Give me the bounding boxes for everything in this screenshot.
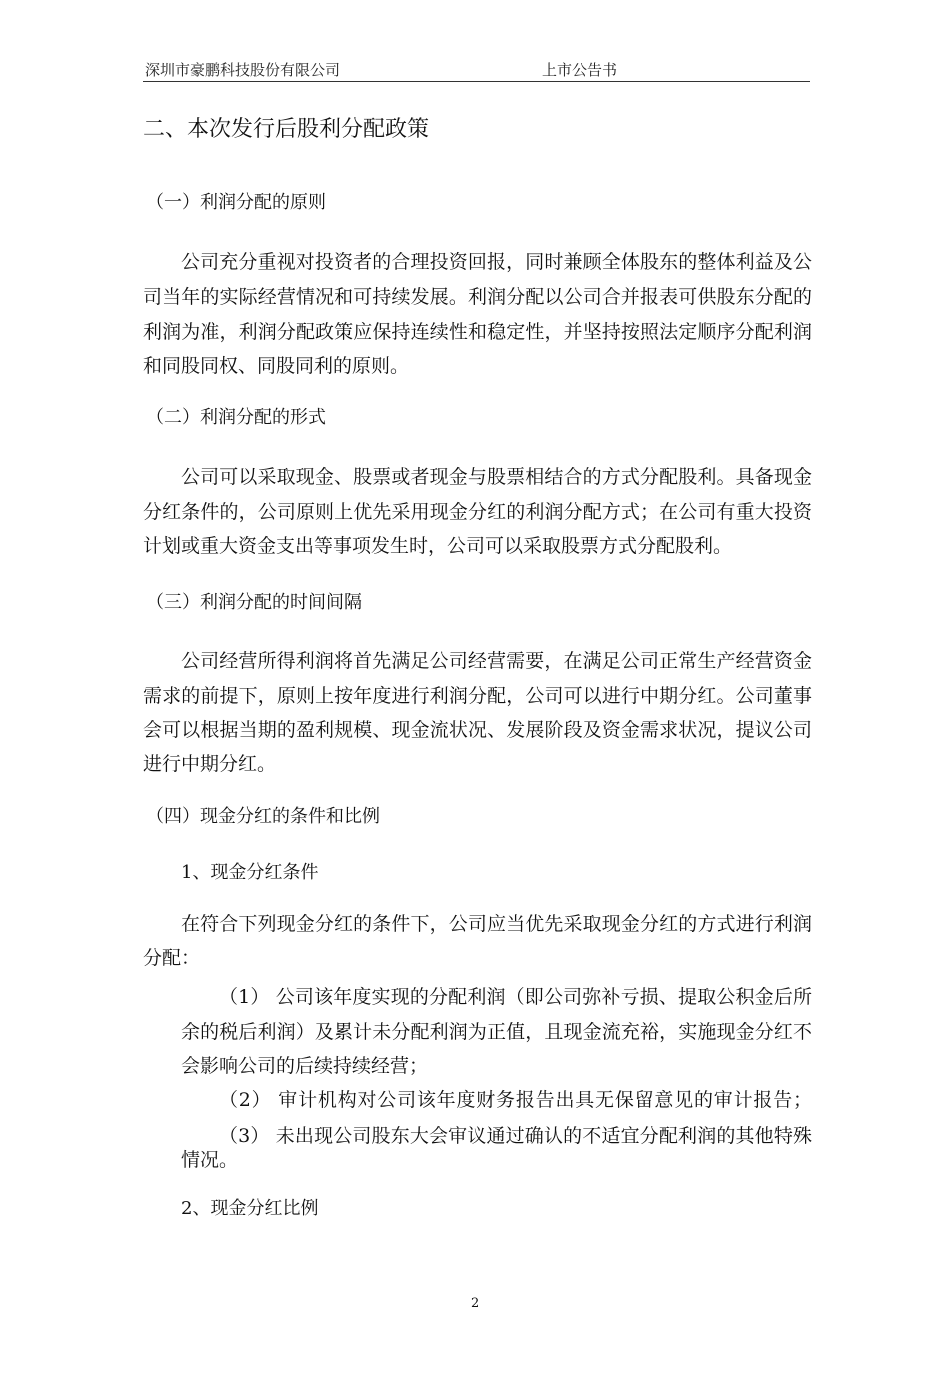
- header-divider: [143, 81, 810, 82]
- page-title: 二、本次发行后股利分配政策: [143, 117, 430, 142]
- paragraph-line: 司当年的实际经营情况和可持续发展。利润分配以公司合并报表可供股东分配的: [143, 286, 812, 308]
- condition-2-line: （2） 审计机构对公司该年度财务报告出具无保留意见的审计报告；: [219, 1089, 812, 1111]
- condition-1-line: （1） 公司该年度实现的分配利润（即公司弥补亏损、提取公积金后所: [219, 986, 812, 1008]
- section-heading-4: （四）现金分红的条件和比例: [146, 806, 380, 827]
- paragraph-line: 分红条件的，公司原则上优先采用现金分红的利润分配方式；在公司有重大投资: [143, 501, 812, 523]
- paragraph-line: 公司可以采取现金、股票或者现金与股票相结合的方式分配股利。具备现金: [181, 466, 812, 488]
- paragraph-line: 公司充分重视对投资者的合理投资回报，同时兼顾全体股东的整体利益及公: [181, 251, 812, 273]
- paragraph-line: 分配：: [143, 947, 201, 969]
- paragraph-line: 利润为准，利润分配政策应保持连续性和稳定性，并坚持按照法定顺序分配利润: [143, 321, 812, 343]
- paragraph-line: 在符合下列现金分红的条件下，公司应当优先采取现金分红的方式进行利润: [181, 913, 812, 935]
- section-heading-2: （二）利润分配的形式: [146, 407, 326, 428]
- paragraph-line: 和同股同权、同股同利的原则。: [143, 355, 410, 377]
- condition-1-line: 余的税后利润）及累计未分配利润为正值，且现金流充裕，实施现金分红不: [181, 1021, 812, 1043]
- paragraph-line: 计划或重大资金支出等事项发生时，公司可以采取股票方式分配股利。: [143, 535, 733, 557]
- page-number: 2: [471, 1296, 480, 1311]
- condition-3-line: 情况。: [181, 1149, 239, 1171]
- paragraph-line: 会可以根据当期的盈利规模、现金流状况、发展阶段及资金需求状况，提议公司: [143, 719, 812, 741]
- paragraph-line: 进行中期分红。: [143, 753, 277, 775]
- condition-1-line: 会影响公司的后续持续经营；: [181, 1055, 429, 1077]
- paragraph-line: 需求的前提下，原则上按年度进行利润分配，公司可以进行中期分红。公司董事: [143, 685, 812, 707]
- paragraph-line: 公司经营所得利润将首先满足公司经营需要，在满足公司正常生产经营资金: [181, 650, 812, 672]
- header-doc-type: 上市公告书: [542, 61, 618, 79]
- condition-3-line: （3） 未出现公司股东大会审议通过确认的不适宜分配利润的其他特殊: [219, 1125, 812, 1147]
- section-heading-3: （三）利润分配的时间间隔: [146, 592, 362, 613]
- subheading-2: 2、现金分红比例: [181, 1198, 319, 1219]
- header-company: 深圳市豪鹏科技股份有限公司: [145, 61, 341, 79]
- section-heading-1: （一）利润分配的原则: [146, 192, 326, 213]
- subheading-1: 1、现金分红条件: [181, 862, 319, 883]
